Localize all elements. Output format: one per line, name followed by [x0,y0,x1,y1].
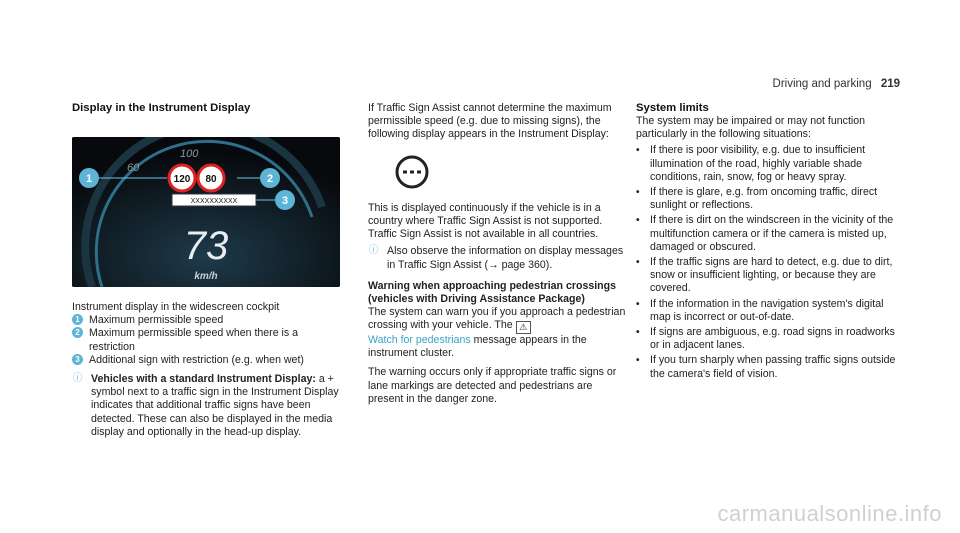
section-heading-display: Display in the Instrument Display [72,102,251,114]
bullet-icon: • [636,298,640,310]
note-display-messages [368,245,628,271]
list-item [636,354,898,380]
legend-number: 1 [72,314,83,325]
list-item [636,144,898,184]
list-item-text: If there is glare, e.g. from oncoming traffic, direct sunlight or reflections. [650,186,878,212]
legend-text: Additional sign with restriction (e.g. when wet) [89,353,304,366]
tick-60: 60 [127,162,140,174]
legend-number: 2 [72,327,83,338]
limits-list [636,144,898,380]
paragraph-not-supported: This is displayed continuously if the vehicle is in a country where Traffic Sign Assist is not supported. Traffic Sign Assist is not available in all countries. [368,201,603,241]
list-item [636,298,898,324]
list-item-text: If you turn sharply when passing traffic signs outside the camera's field of vision. [650,354,896,380]
column-1 [72,102,340,439]
section-heading-system-limits: System limits [636,102,709,114]
callout-badge-2-label: 2 [266,173,274,185]
additional-sign-text: XXXXXXXXXX [190,198,238,205]
list-item-text: If signs are ambiguous, e.g. road signs in roadworks or in adjacent lanes. [650,326,895,352]
list-item-text: If the traffic signs are hard to detect, e.g. due to dirt, snow or insufficient lighting, or because they are covered. [650,256,893,295]
warning-heading-line-1: Warning when approaching pedestrian crossings [368,279,617,292]
section-title: Driving and parking [772,78,872,90]
bullet-icon: • [636,327,640,339]
paragraph-warning-conditions: The warning occurs only if appropriate traffic signs or lane markings are detected and pedestrians are present in the danger zone. [368,366,617,405]
speed-sign-1-value: 120 [173,174,191,185]
legend-number: 3 [72,354,83,365]
note-heading: Vehicles with a standard Instrument Display: [91,373,316,386]
column-2 [368,102,628,406]
watermark: carmanualsonline.info [717,501,942,526]
bullet-icon: • [636,215,640,227]
list-item [636,326,898,352]
cluster-graphic [72,137,340,287]
warning-text-2: message appears in the instrument cluster. [368,334,587,360]
legend-text: Maximum permissible speed when there is a restriction [89,327,299,353]
paragraph-warning [368,306,628,361]
legend-text: Maximum permissible speed [89,314,224,327]
note-text[interactable]: Also observe the information on display messages in Traffic Sign Assist (→ page 360). [387,245,624,271]
warning-text-1: The system can warn you if you approach a pedestrian crossing with your vehicle. The [368,305,626,332]
note-body [91,373,340,439]
no-speed-sign-icon [394,154,628,194]
list-item [636,186,898,212]
column-3 [636,102,898,381]
speed-readout: 73 [183,224,229,268]
speed-sign-2-value: 80 [205,174,217,185]
bullet-icon: • [636,355,640,367]
instrument-cluster-image [72,137,340,287]
note-standard-display [72,373,340,439]
bullet-icon: • [636,187,640,199]
legend-item-1 [72,314,340,327]
info-icon: ⓘ [368,245,379,257]
note-text: a + symbol next to a traffic sign in the Instrument Display indicates that additional traffic signs have been detected. These can also be displayed in the media display and optionally in the head-up display. [91,373,339,438]
bullet-icon: • [636,257,640,269]
list-item-text: If there is dirt on the windscreen in the vicinity of the multifunction camera or if the camera is misted up, damaged or obscured. [650,214,894,253]
callout-badge-3-label: 3 [281,195,289,207]
info-icon: ⓘ [72,373,83,385]
warning-heading [368,280,628,306]
speed-unit: km/h [194,271,218,282]
legend-item-2 [72,327,340,353]
watch-for-pedestrians-message: Watch for pedestrians [368,334,471,347]
figure-caption: Instrument display in the widescreen cockpit [72,301,280,313]
callout-badge-1-label: 1 [85,173,93,185]
bullet-icon: • [636,145,640,157]
warning-heading-line-2: (vehicles with Driving Assistance Package) [368,292,585,305]
legend-item-3 [72,354,340,367]
list-item-text: If the information in the navigation system's digital map is incorrect or out-of-date. [650,297,884,323]
list-item [636,214,898,254]
page-header [773,78,900,90]
warning-triangle-icon: ⚠ [516,321,531,334]
paragraph-limits-intro: The system may be impaired or may not function particularly in the following situations: [636,115,866,141]
paragraph-intro: If Traffic Sign Assist cannot determine the maximum permissible speed (e.g. due to missing signs), the following display appears in the Instrument Display: [368,102,612,141]
legend-list [72,314,340,367]
list-item [636,256,898,296]
list-item-text: If there is poor visibility, e.g. due to insufficient illumination of the road, highly variable shade conditions, rain, snow, fog or heavy spray. [650,144,866,183]
tick-100: 100 [180,148,199,160]
page-number: 219 [880,78,900,90]
